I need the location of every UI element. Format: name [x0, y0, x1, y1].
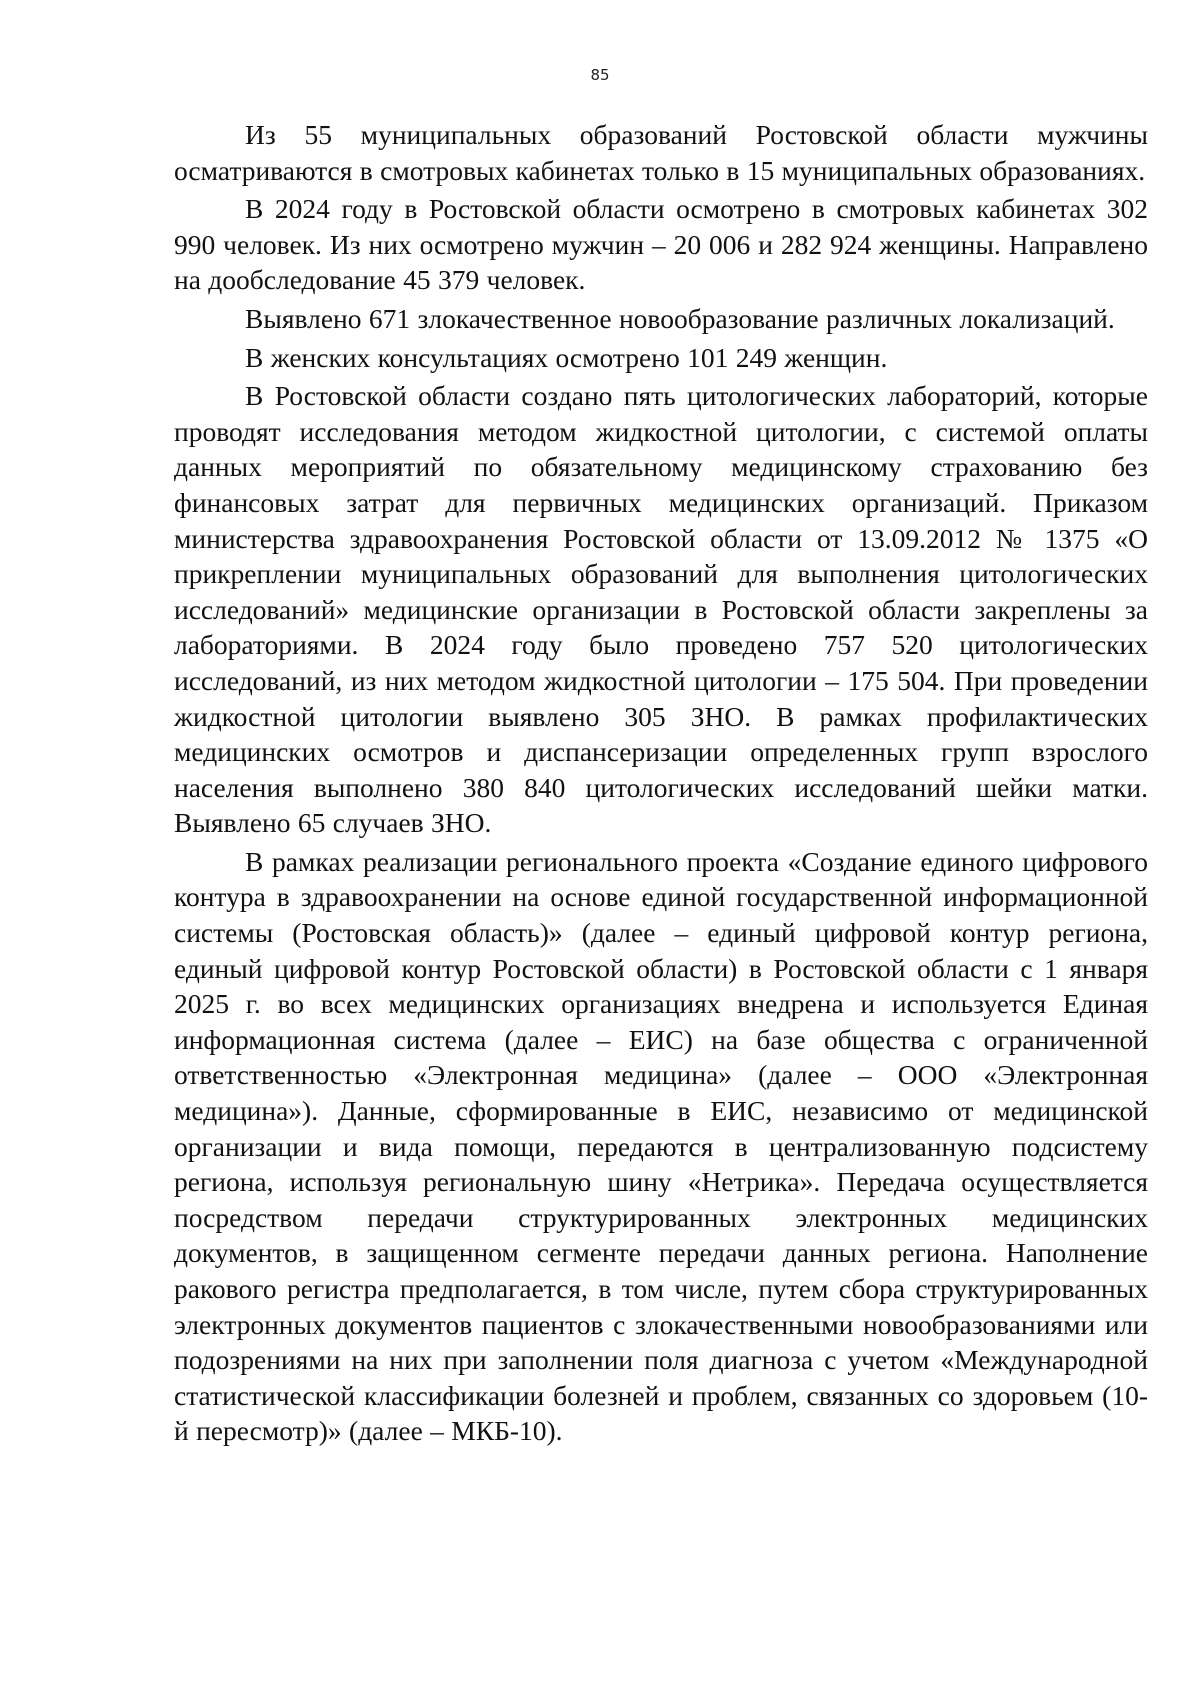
paragraph-neoplasms-detected: Выявлено 671 злокачественное новообразование различных локализаций.: [245, 302, 1115, 334]
paragraph-digital-contour: В рамках реализации регионального проекта «Создание единого цифрового контура в здравоохранении на основе единой государственной информационной системы (Ростовская область)» (далее – единый цифровой контур региона, единый цифровой контур Ростовской области) в Ростовской области с 1 января 2025 г. во всех медицинских организациях внедрена и используется Единая информационная система (далее – ЕИС) на базе общества с ограниченной ответственностью «Электронная медицина» (далее – ООО «Электронная медицина»). Данные, сформированные в ЕИС, независимо от медицинской организации и вида помощи, передаются в централизованную подсистему региона, используя региональную шину «Нетрика». Передача осуществляется посредством передачи структурированных электронных медицинских документов, в защищенном сегменте передачи данных региона. Наполнение ракового регистра предполагается, в том числе, путем сбора структурированных электронных документов пациентов с злокачественными новообразованиями или подозрениями на них при заполнении поля диагноза с учетом «Международной статистической классификации болезней и проблем, связанных со здоровьем (10-й пересмотр)» (далее – МКБ-10).: [174, 845, 1148, 1447]
paragraph-screening-2024: В 2024 году в Ростовской области осмотрено в смотровых кабинетах 302 990 человек. Из них осмотрено мужчин – 20 006 и 282 924 женщины. Направлено на дообследование 45 379 человек.: [174, 193, 1148, 296]
document-body: [174, 117, 1148, 1452]
page-number: 85: [590, 66, 610, 84]
paragraph-men-screening: Из 55 муниципальных образований Ростовской области мужчины осматриваются в смотровых кабинетах только в 15 муниципальных образованиях.: [174, 119, 1148, 186]
paragraph-cytology-laboratories: В Ростовской области создано пять цитологических лабораторий, которые проводят исследования методом жидкостной цитологии, с системой оплаты данных мероприятий по обязательному медицинскому страхованию без финансовых затрат для первичных медицинских организаций. Приказом министерства здравоохранения Ростовской области от 13.09.2012 № 1375 «О прикреплении муниципальных образований для выполнения цитологических исследований» медицинские организации в Ростовской области закреплены за лабораториями. В 2024 году было проведено 757 520 цитологических исследований, из них методом жидкостной цитологии – 175 504. При проведении жидкостной цитологии выявлено 305 ЗНО. В рамках профилактических медицинских осмотров и диспансеризации определенных групп взрослого населения выполнено 380 840 цитологических исследований шейки матки. Выявлено 65 случаев ЗНО.: [174, 380, 1148, 839]
paragraph-womens-consultations: В женских консультациях осмотрено 101 249 женщин.: [245, 341, 888, 373]
